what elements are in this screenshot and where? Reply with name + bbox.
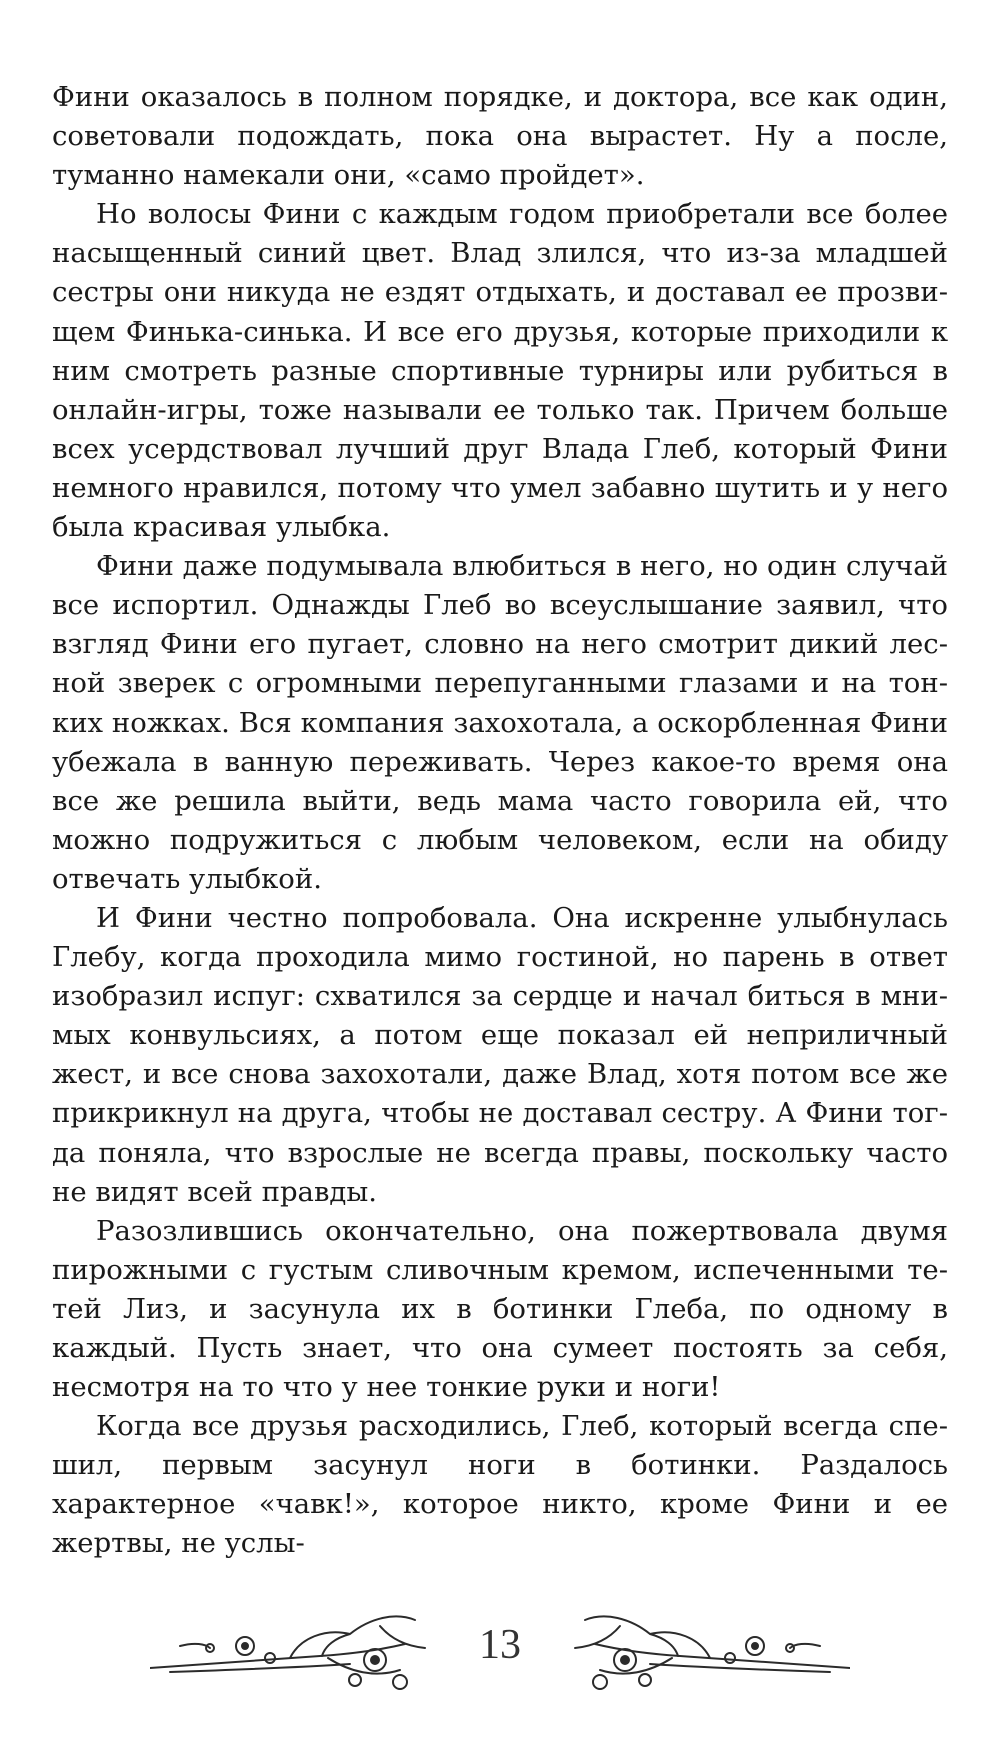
paragraph: Разозлившись окончательно, она пожертвовала двумя пирожными с густым сливочным кремом, испеченными тетей Лиз, и засунула их в ботинки Глеба, по одному в каждый. Пусть знает, что она сумеет постоять за себя, несмотря на то что у нее тонкие руки и ноги! [52,1214,948,1404]
paragraph: Фини оказалось в полном порядке, и доктора, все как один, советовали подождать, пока она вырастет. Ну а после, туманно намекали они, «само пройдет». [52,81,948,192]
paragraph: Фини даже подумывала влюбиться в него, но один случай все испортил. Однажды Глеб во всеуслышание заявил, что взгляд Фини его пугает, словно на него смотрит дикий лесной зверек с огромными перепуганными глазами и на тонких ножках. Вся компания захохотала, а оскорбленная Фини убежала в ванную переживать. Через какое-то время она все же решила выйти, ведь мама часто говорила ей, что можно подружиться с любым человеком, если на обиду отвечать улыбкой. [52,550,948,895]
paragraph: Когда все друзья расходились, Глеб, который всегда спешил, первым засунул ноги в ботинки. Раздалось характерное «чавк!», которое никто, кроме Фини и ее жертвы, не услы- [52,1410,948,1560]
page-body-text [52,78,948,1564]
paragraph: И Фини честно попробовала. Она искренне улыбнулась Глебу, когда проходила мимо гостиной, но парень в ответ изобразил испуг: схватился за сердце и начал биться в мнимых конвульсиях, а потом еще показал ей неприличный жест, и все снова захохотали, даже Влад, хотя потом все же прикрикнул на друга, чтобы не доставал сестру. А Фини тогда поняла, что взрослые не всегда правы, поскольку часто не видят всей правды. [52,901,948,1208]
page-number: 13 [479,1622,521,1668]
paragraph: Но волосы Фини с каждым годом приобретали все более насыщенный синий цвет. Влад злился, что из-за младшей сестры они никуда не ездят отдыхать, и доставал ее прозвищем Финька-синька. И все его друзья, которые приходили к ним смотреть разные спортивные турниры или рубиться в онлайн-игры, тоже называли ее только так. Причем больше всех усердствовал лучший друг Влада Глеб, который Фини немного нравился, потому что умел забавно шутить и у него была красивая улыбка. [52,198,948,544]
page-footer [150,1598,850,1698]
